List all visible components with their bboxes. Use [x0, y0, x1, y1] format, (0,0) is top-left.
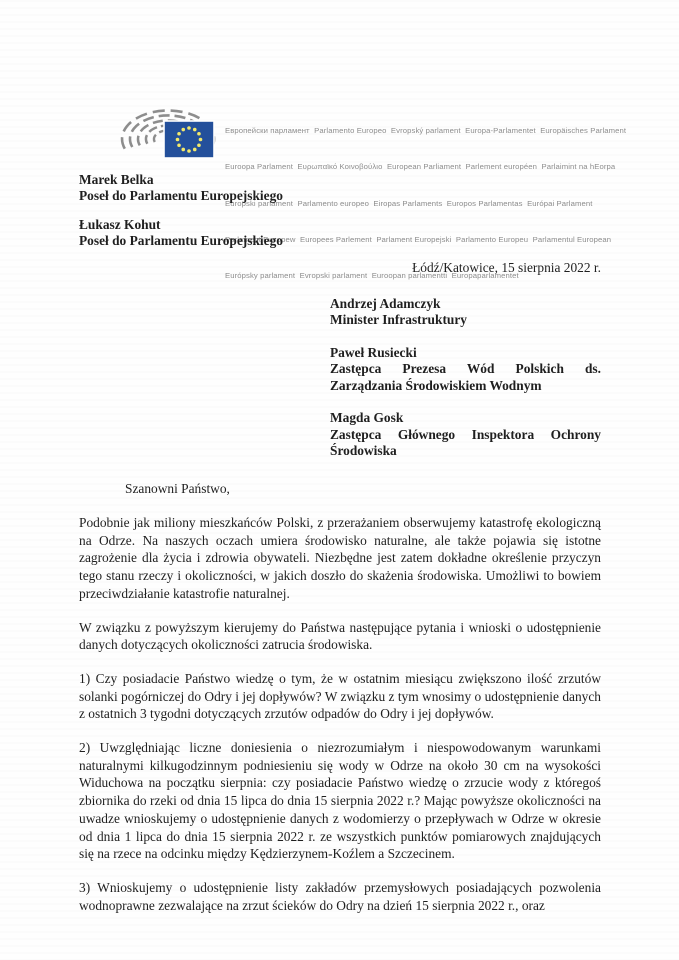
recipient-title: Minister Infrastruktury [330, 312, 467, 328]
logo-lang-line: Euroopa Parlament Ευρωπαϊκό Κοινοβούλιο European Parliament Parlement européen Parlaimint na hEorpa [225, 162, 616, 172]
recipient-entry [330, 296, 601, 329]
paragraph-point-1: 1) Czy posiadacie Państwo wiedzę o tym, że w ostatnim miesiącu zwiększono ilość zrzutów solanki pogórniczej do Odry i jej dopływów? W związku z tym wnosimy o udostępnienie danych z ostatnich 3 tygodni dotyczących zrzutów odpadów do Odry i jej dopływów. [79, 670, 601, 722]
european-parliament-logo-icon [112, 97, 216, 169]
date-place-line: Łódź/Katowice, 15 sierpnia 2022 r. [412, 260, 601, 276]
recipient-entry [330, 345, 601, 394]
logo-lang-line: Европейски парламент Parlamento Europeo Evropský parlament Europa-Parlamentet Europäisches Parlament [225, 126, 627, 136]
recipient-title: Zastępca Prezesa Wód Polskich ds. Zarządzania Środowiskiem Wodnym [330, 361, 601, 393]
paragraph-request-lead: W związku z powyższym kierujemy do Państwa następujące pytania i wnioski o udostępnienie danych dotyczących okoliczności zatrucia środowiska. [79, 619, 601, 653]
recipient-name: Magda Gosk [330, 410, 404, 426]
sender-name: Łukasz Kohut [79, 217, 161, 233]
logo-lang-line: Europski parlament Parlamento europeo Eiropas Parlaments Europos Parlamentas Európai Parlament [225, 198, 593, 208]
recipient-name: Paweł Rusiecki [330, 344, 417, 360]
salutation: Szanowni Państwo, [125, 481, 230, 497]
sender-block [79, 172, 601, 248]
recipient-entry [330, 410, 601, 459]
logo-lang-line: Parlament Ewropew Europees Parlement Parlament Europejski Parlamento Europeu Parlamentul European [225, 235, 612, 245]
eu-flag-icon [164, 121, 214, 158]
sender-entry [79, 172, 601, 203]
sender-title: Poseł do Parlamentu Europejskiego [79, 232, 283, 248]
recipient-name: Andrzej Adamczyk [330, 296, 441, 312]
sender-title: Poseł do Parlamentu Europejskiego [79, 187, 283, 203]
paragraph-intro: Podobnie jak miliony mieszkańców Polski, z przerażaniem obserwujemy katastrofę ekologiczną na Odrze. Na naszych oczach umiera środowisko naturalne, ale także pojawia się istotne zagrożenie dla życia i zdrowia obywateli. Niezbędne jest zatem dokładne określenie przyczyn tego stanu rzeczy i okoliczności, w jakich doszło do skażenia środowiska. Umożliwi to bowiem przeciwdziałanie katastrofie naturalnej. [79, 515, 601, 601]
recipient-title: Zastępca Głównego Inspektora Ochrony Środowiska [330, 426, 601, 458]
logo-lang-line: Európsky parlament Evropski parlament Euroopan parlamentti Europaparlamentet [225, 271, 519, 281]
sender-name: Marek Belka [79, 172, 154, 187]
sender-entry [79, 217, 601, 248]
paragraph-point-3: 3) Wnioskujemy o udostępnienie listy zakładów przemysłowych posiadających pozwolenia wodnoprawne zezwalające na zrzut ścieków do Odry na dzień 15 sierpnia 2022 r., oraz [79, 879, 601, 913]
recipient-block [330, 296, 601, 459]
letter-body [79, 172, 601, 914]
paragraph-point-2: 2) Uwzględniając liczne doniesienia o niezrozumiałym i niespowodowanym warunkami naturalnymi kilkugodzinnym podniesieniu się wody w Odrze na około 30 cm na wysokości Widuchowa na początku sierpnia: czy posiadacie Państwo wiedzę o zrzucie wody z któregoś zbiornika do rzeki od dnia 15 lipca do dnia 15 sierpnia 2022 r.? Mając powyższe okoliczności na uwadze wnioskujemy o udostępnienie danych z wodomierzy o przepływach w Odrze w okresie od dnia 1 lipca do dnia 15 sierpnia 2022 r. ze wszystkich punktów pomiarowych znajdujących się na rzece na odcinku między Kędzierzynem-Koźlem a Szczecinem. [79, 740, 601, 862]
